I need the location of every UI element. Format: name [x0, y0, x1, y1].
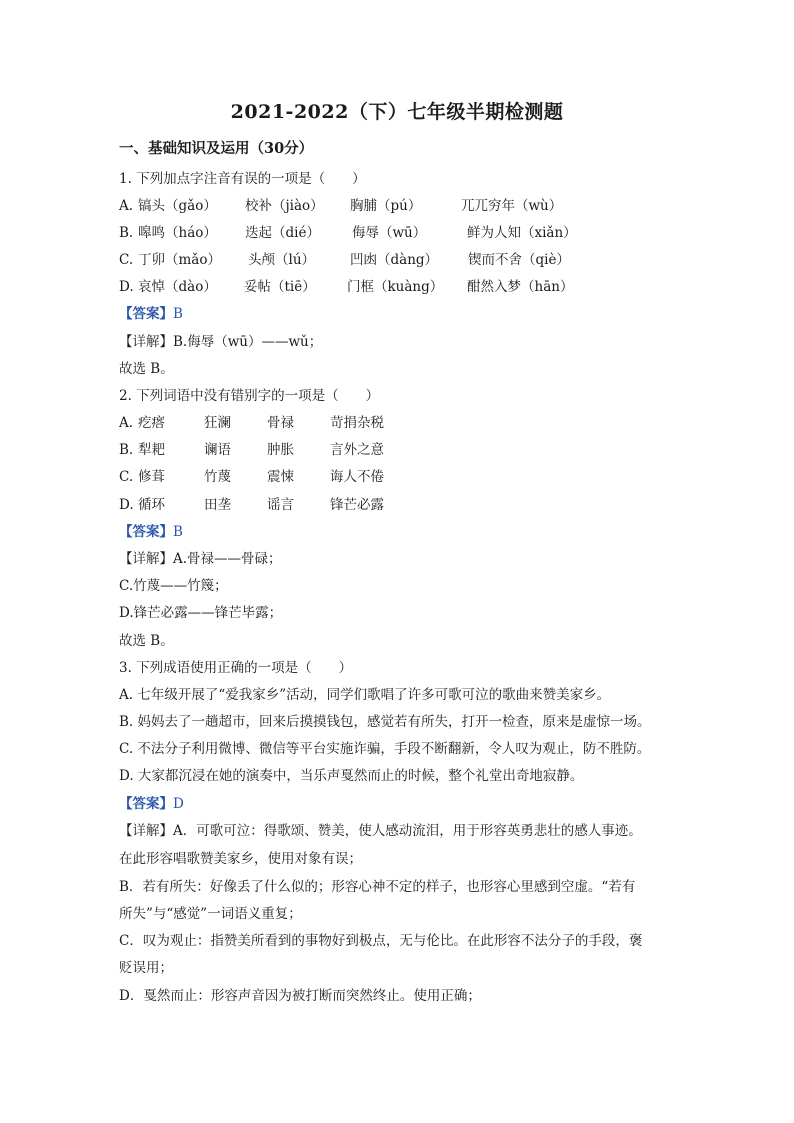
option-letter: B. [119, 442, 134, 458]
q2-option-c [119, 468, 679, 486]
q3-detail-line: B．若有所失：好像丢了什么似的；形容心神不定的样子，也形容心里感到空虚。“若有 [119, 879, 636, 895]
question-2-stem: 2. 下列词语中没有错别字的一项是（ ） [119, 388, 380, 404]
option-item: 修葺 [138, 469, 165, 485]
answer-value: D [173, 796, 184, 812]
option-letter: C. [119, 252, 134, 268]
option-item: 言外之意 [330, 442, 384, 458]
option-letter: B. [119, 225, 134, 241]
q1-option-b [119, 224, 679, 242]
q3-option-b: B. 妈妈去了一趟超市，回来后摸摸钱包，感觉若有所失，打开一检查，原来是虚惊一场。 [119, 714, 651, 730]
option-item: 鲜为人知（xiǎn） [467, 225, 577, 241]
q3-detail-line: 在此形容唱歌赞美家乡，使用对象有误； [119, 851, 362, 867]
option-item: 头颅（lú） [248, 252, 316, 268]
option-item: 妥帖（tiē） [244, 279, 316, 295]
q1-option-d [119, 278, 679, 296]
option-item: 竹蔑 [204, 469, 231, 485]
q2-detail-line: D.锋芒必露——锋芒毕露； [119, 605, 283, 621]
option-item: 校补（jiào） [245, 198, 324, 214]
option-item: 震悚 [267, 469, 294, 485]
option-item: 凹凼（dàng） [350, 252, 439, 268]
answer-value: B [173, 306, 183, 322]
option-item: 谰语 [204, 442, 231, 458]
q2-detail-line: C.竹蔑——竹篾； [119, 578, 228, 594]
q2-option-d [119, 496, 679, 514]
q1-option-c [119, 251, 679, 269]
q3-detail-line: D．戛然而止：形容声音因为被打断而突然终止。使用正确； [119, 988, 481, 1004]
option-letter: D. [119, 279, 134, 295]
option-item: 犁耙 [138, 442, 165, 458]
section-heading: 一、基础知识及运用（30分） [119, 140, 314, 157]
option-item: 哀悼（dào） [138, 279, 217, 295]
question-3-stem: 3. 下列成语使用正确的一项是（ ） [119, 660, 353, 676]
option-item: 苛捐杂税 [330, 415, 384, 431]
option-item: 诲人不倦 [330, 469, 384, 485]
option-item: 肿胀 [267, 442, 294, 458]
option-item: 循环 [138, 497, 165, 513]
q3-detail-line: C．叹为观止：指赞美所看到的事物好到极点，无与伦比。在此形容不法分子的手段，褒 [119, 933, 643, 949]
option-item: 谣言 [267, 497, 294, 513]
option-letter: A. [119, 198, 134, 214]
q2-option-b [119, 441, 679, 459]
option-item: 狂澜 [204, 415, 231, 431]
option-item: 疙瘩 [138, 415, 165, 431]
option-item: 锋芒必露 [330, 497, 384, 513]
q1-answer [119, 305, 183, 323]
option-item: 兀兀穷年（wù） [461, 198, 563, 214]
q3-option-a: A. 七年级开展了“爱我家乡”活动，同学们歌唱了许多可歌可泣的歌曲来赞美家乡。 [119, 687, 611, 703]
answer-value: B [173, 524, 183, 540]
option-item: 迭起（dié） [245, 225, 320, 241]
option-item: 酣然入梦（hān） [467, 279, 574, 295]
option-item: 胸脯（pú） [350, 198, 422, 214]
option-letter: D. [119, 497, 134, 513]
q2-answer [119, 523, 183, 541]
option-item: 嗥鸣（háo） [138, 225, 217, 241]
option-item: 骨禄 [267, 415, 294, 431]
option-item: 镐头（gǎo） [138, 198, 217, 214]
q1-conclusion: 故选 B。 [119, 361, 174, 377]
question-1-stem: 1. 下列加点字注音有误的一项是（ ） [119, 171, 366, 187]
answer-tag: 【答案】 [119, 796, 173, 812]
q3-option-d: D. 大家都沉浸在她的演奏中，当乐声戛然而止的时候，整个礼堂出奇地寂静。 [119, 768, 584, 784]
option-item: 田垄 [204, 497, 231, 513]
option-item: 门框（kuàng） [347, 279, 444, 295]
q2-conclusion: 故选 B。 [119, 633, 174, 649]
q1-option-a [119, 197, 679, 215]
q3-answer [119, 795, 184, 813]
option-letter: A. [119, 415, 134, 431]
answer-tag: 【答案】 [119, 524, 173, 540]
answer-tag: 【答案】 [119, 306, 173, 322]
q3-detail-line: 贬误用； [119, 960, 173, 976]
q3-option-c: C. 不法分子利用微博、微信等平台实施诈骗，手段不断翻新，令人叹为观止，防不胜防。 [119, 741, 651, 757]
option-item: 侮辱（wū） [352, 225, 427, 241]
q3-detail-line: 【详解】A．可歌可泣：得歌颂、赞美，使人感动流泪，用于形容英勇悲壮的感人事迹。 [119, 823, 642, 839]
q1-detail: 【详解】B.侮辱（wū）——wǔ； [119, 334, 323, 350]
q2-detail-line: 【详解】A.骨禄——骨碌； [119, 551, 282, 567]
q2-option-a [119, 414, 679, 432]
option-item: 锲而不舍（qiè） [468, 252, 570, 268]
option-item: 丁卯（mǎo） [138, 252, 221, 268]
page-title: 2021-2022（下）七年级半期检测题 [230, 101, 564, 123]
q3-detail-line: 所失”与“感觉”一词语义重复； [119, 906, 302, 922]
option-letter: C. [119, 469, 134, 485]
